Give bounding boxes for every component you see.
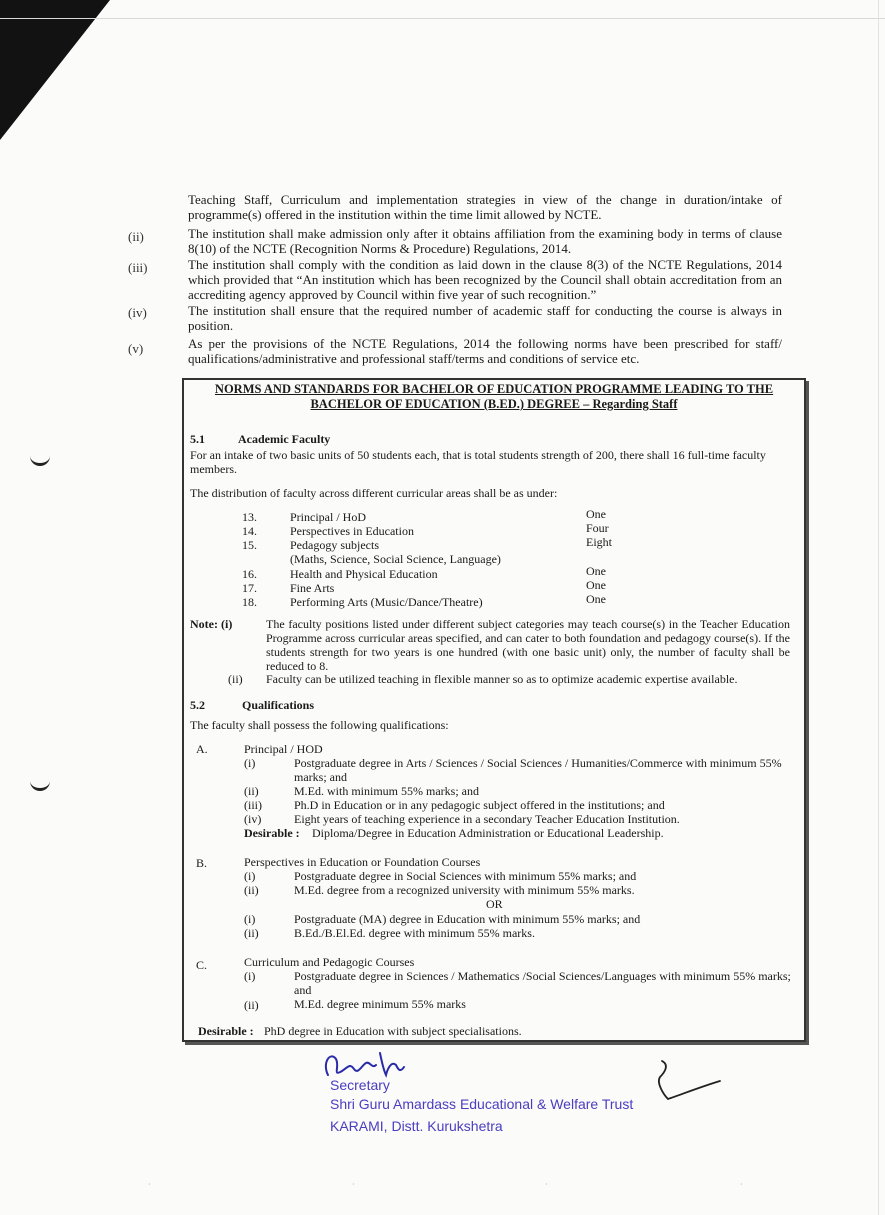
faculty-num: 16. — [242, 567, 257, 581]
qualifications-intro: The faculty shall possess the following qualifications: — [190, 718, 449, 732]
faculty-count: Four — [586, 521, 609, 535]
qual-num: (i) — [244, 869, 256, 883]
qual-num: (ii) — [244, 883, 259, 897]
desirable-label: Desirable : — [198, 1024, 254, 1038]
qual-text: Postgraduate degree in Sciences / Mathematics /Social Sciences/Languages with minimum 55% marks; and — [294, 969, 791, 997]
scan-speck: · — [740, 1180, 743, 1189]
norms-title: NORMS AND STANDARDS FOR BACHELOR OF EDUCATION PROGRAMME LEADING TO THE BACHELOR OF EDUCATION (B.ED.) DEGREE – Regarding Staff — [214, 382, 774, 411]
faculty-count: One — [586, 578, 606, 592]
qual-text: B.Ed./B.El.Ed. degree with minimum 55% marks. — [294, 926, 535, 940]
faculty-num: 13. — [242, 510, 257, 524]
faculty-area: Performing Arts (Music/Dance/Theatre) — [290, 595, 483, 609]
intro-item: The institution shall make admission only after it obtains affiliation from the examining body in terms of clause 8(10) of the NCTE (Recognition Norms & Procedure) Regulations, 2014. — [188, 226, 782, 256]
desirable-text: Diploma/Degree in Education Administration or Educational Leadership. — [312, 826, 664, 840]
qual-num: (ii) — [244, 998, 259, 1012]
faculty-count: One — [586, 507, 606, 521]
desirable-text: PhD degree in Education with subject specialisations. — [264, 1024, 522, 1038]
group-letter: C. — [196, 958, 208, 972]
section-number: 5.1 — [190, 432, 205, 446]
group-letter: B. — [196, 856, 208, 870]
faculty-num: 15. — [242, 538, 257, 552]
intro-item: The institution shall ensure that the required number of academic staff for conducting the course is always in position. — [188, 303, 782, 333]
faculty-count: One — [586, 592, 606, 606]
desirable-label: Desirable : — [244, 826, 300, 840]
group-title: Perspectives in Education or Foundation Courses — [244, 855, 481, 869]
faculty-num: 17. — [242, 581, 257, 595]
note-i: The faculty positions listed under different subject categories may teach course(s) in the Teacher Education Programme across curricular areas specified, and can cater to both foundation and pedagogy course(s). If the students strength for two years is one hundred (with one basic unit) only, the number of faculty shall be reduced to 8. — [266, 617, 790, 673]
qual-num: (i) — [244, 912, 256, 926]
qual-text: M.Ed. degree minimum 55% marks — [294, 997, 466, 1011]
section-number: 5.2 — [190, 698, 205, 712]
scan-speck: · — [545, 1180, 548, 1189]
qual-num: (i) — [244, 756, 256, 770]
initials-signature — [650, 1055, 730, 1105]
group-title: Curriculum and Pedagogic Courses — [244, 955, 415, 969]
qual-text: Postgraduate (MA) degree in Education with minimum 55% marks; and — [294, 912, 641, 926]
faculty-count: Eight — [586, 535, 612, 549]
intro-item: As per the provisions of the NCTE Regulations, 2014 the following norms have been prescribed for staff/ qualifications/administrative and professional staff/terms and conditions of service etc. — [188, 336, 782, 366]
norms-box — [182, 378, 806, 1042]
faculty-area: Principal / HoD — [290, 510, 366, 524]
section-title: Qualifications — [242, 698, 315, 712]
or-separator: OR — [486, 897, 503, 911]
qual-num: (i) — [244, 969, 256, 983]
scan-speck: · — [148, 1180, 151, 1189]
item-number: (iii) — [128, 260, 148, 275]
group-title: Principal / HOD — [244, 742, 323, 756]
faculty-num: 14. — [242, 524, 257, 538]
faculty-count: One — [586, 564, 606, 578]
intro-item: The institution shall comply with the condition as laid down in the clause 8(3) of the NCTE Regulations, 2014 which provided that “An institution which has been recognized by the Council shall obtain accreditation from an accrediting agency approved by Council within five year of such recognition.” — [188, 257, 782, 302]
faculty-area: (Maths, Science, Social Science, Language) — [290, 552, 501, 566]
note-ii: Faculty can be utilized teaching in flexible manner so as to optimize academic expertise available. — [266, 672, 738, 686]
faculty-area: Fine Arts — [290, 581, 335, 595]
stamp-line-3: KARAMI, Distt. Kurukshetra — [330, 1118, 503, 1134]
qual-text: Postgraduate degree in Social Sciences with minimum 55% marks; and — [294, 869, 637, 883]
qual-text: Eight years of teaching experience in a secondary Teacher Education Institution. — [294, 812, 680, 826]
qual-num: (iv) — [244, 812, 262, 826]
stamp-line-2: Shri Guru Amardass Educational & Welfare Trust — [330, 1096, 634, 1112]
folded-corner — [0, 0, 110, 140]
note-ii-number: (ii) — [228, 672, 243, 686]
section-title: Academic Faculty — [238, 432, 331, 446]
punch-hole-mark — [30, 780, 50, 791]
qual-text: M.Ed. with minimum 55% marks; and — [294, 784, 479, 798]
qual-num: (ii) — [244, 926, 259, 940]
distribution-text: The distribution of faculty across different curricular areas shall be as under: — [190, 486, 558, 500]
punch-hole-mark — [30, 455, 50, 466]
page-edge-right — [878, 0, 879, 1215]
qual-num: (ii) — [244, 784, 259, 798]
intake-text: For an intake of two basic units of 50 students each, that is total students strength of 200, there shall 16 full-time faculty members. — [190, 448, 766, 476]
faculty-area: Pedagogy subjects — [290, 538, 379, 552]
page-edge — [0, 18, 885, 19]
intro-continuation: Teaching Staff, Curriculum and implementation strategies in view of the change in duration/intake of programme(s) offered in the institution within the time limit allowed by NCTE. — [188, 192, 782, 222]
note-label: Note: (i) — [190, 617, 233, 631]
qual-text: Postgraduate degree in Arts / Sciences / Social Sciences / Humanities/Commerce with minimum 55% marks; and — [294, 756, 782, 784]
faculty-num: 18. — [242, 595, 257, 609]
qual-text: M.Ed. degree from a recognized university with minimum 55% marks. — [294, 883, 635, 897]
stamp-line-1: Secretary — [330, 1077, 390, 1093]
item-number: (v) — [128, 341, 144, 356]
qual-text: Ph.D in Education or in any pedagogic subject offered in the institutions; and — [294, 798, 665, 812]
item-number: (ii) — [128, 229, 144, 244]
faculty-area: Health and Physical Education — [290, 567, 438, 581]
qual-num: (iii) — [244, 798, 262, 812]
faculty-area: Perspectives in Education — [290, 524, 414, 538]
group-letter: A. — [196, 742, 208, 756]
item-number: (iv) — [128, 305, 147, 320]
scan-speck: · — [352, 1180, 355, 1189]
